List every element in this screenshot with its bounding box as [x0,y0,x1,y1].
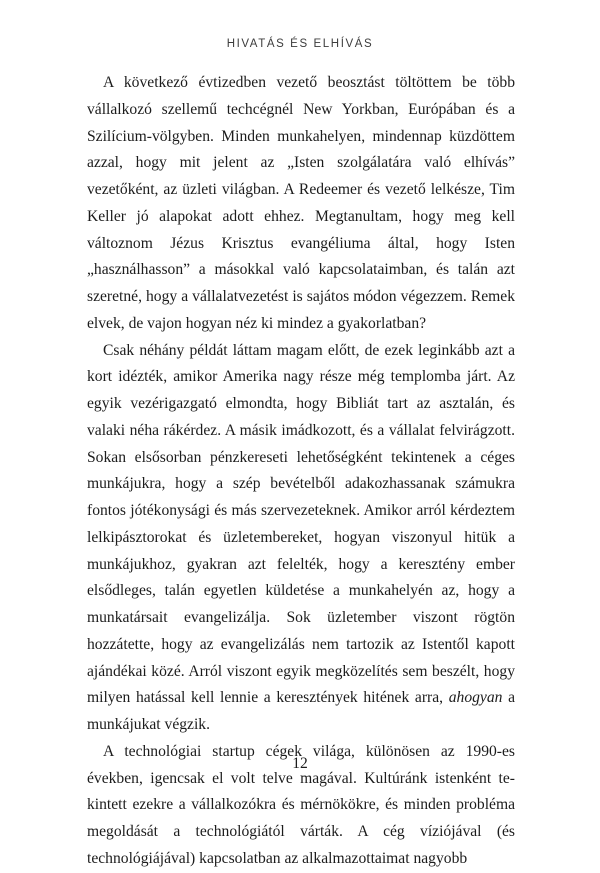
paragraph-1: A következő évtizedben vezető beosztást töltöttem be több vállalkozó szellemű techcégnél New Yorkban, Európában és a Szilícium-völgyben. Minden munkahelyen, mindennap küzdöttem azzal, hogy mit jelent az „Isten szolgálatára való elhívás” vezetőként, az üzleti világban. A Redeemer és vezető lelkésze, Tim Keller jó alapokat adott ehhez. Megtanultam, hogy meg kell változnom Jézus Krisztus evangéliuma által, hogy Isten „használhasson” a másokkal való kapcsolataimban, és talán azt szeretné, hogy a vállalatvezetést is sajátos módon végezzem. Remek elvek, de vajon hogyan néz ki mindez a gyakorlatban? [87,74,515,332]
running-head: HIVATÁS ÉS ELHÍVÁS [226,38,374,50]
paragraph-2-ending: a munkájukat végzik. [87,689,515,733]
emphasis-ahogyan: ahogyan [448,689,503,707]
paragraph-2-text: Csak néhány példát láttam magam előtt, de ezek leginkább azt a kort idézték, amikor Amerika nagy része még templomba járt. Az egyik vezérigazgató elmondta, hogy Bibliát tart az asztalán, és valaki néha rákérdez. A másik imádkozott, és a vállalat felvirágzott. Sokan elsősorban pénzkereseti lehetőségként tekintenek a céges munkájukra, hogy a szép bevételből adakozhassanak számukra fontos jótékonysági és más szervezeteknek. Amikor arról kérdeztem lelkipásztorokat és üzletembereket, hogyan viszonyul hitük a munkájukhoz, gyakran azt felelték, hogy a keresztény ember elsődleges, talán egyetlen küldetése a munkahelyén az, hogy a munkatársait evangelizálja. Sok üzletember viszont rögtön hozzátette, hogy az evangelizálás nem tartozik az Istentől kapott ajándékai közé. Arról viszont egyik megközelítés sem beszélt, hogy milyen hatással kell lennie a keresztények hitének arra, [87,341,515,707]
paragraph-3: A technológiai startup cégek világa, különösen az 1990-es években, igencsak el volt telve magával. Kultúránk istenként tekintett ezekre a vállalkozókra és mérnökökre, és minden probléma megoldását a technológiától várták. A cég víziójával (és technológiájával) kapcsolatban az alkalmazottaimat nagyobb [87,742,515,867]
paragraph-2 [87,338,515,739]
body-text [87,70,515,873]
page-number: 12 [292,755,308,772]
